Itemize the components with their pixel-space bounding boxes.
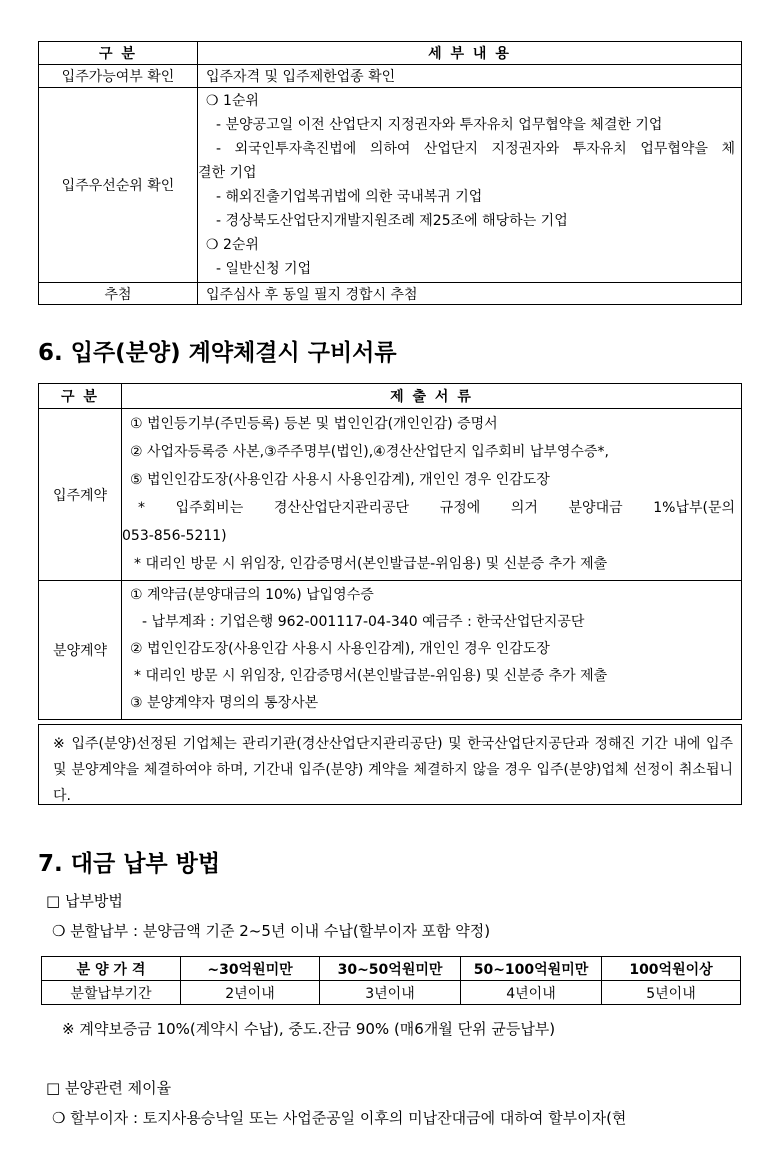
row-content: 입주자격 및 입주제한업종 확인 [198,65,742,88]
row-label: 분할납부기간 [42,981,181,1005]
row-content: 입주심사 후 동일 필지 경합시 추첨 [198,283,742,305]
notice-box [38,724,742,805]
list-item: ⑤ 법인인감도장(사용인감 사용시 사용인감계), 개인인 경우 인감도장 [130,472,550,488]
list-item: * 대리인 방문 시 위임장, 인감증명서(본인발급분-위임용) 및 신분증 추가 제출 [134,668,608,684]
table-row [39,409,742,581]
header-col: 100억원이상 [602,957,741,981]
table-row [39,581,742,720]
list-item: - 해외진출기업복귀법에 의한 국내복귀 기업 [216,189,483,205]
header-category: 구 분 [39,42,198,65]
deposit-note: ※ 계약보증금 10%(계약시 수납), 중도.잔금 90% (매6개월 단위 균등납부) [62,1020,556,1038]
header-price: 분 양 가 격 [42,957,181,981]
list-item: * 입주회비는 경산산업단지관리공단 규정에 의거 분양대금 1%납부(문의 [138,500,735,516]
interest-heading: □ 분양관련 제이율 [46,1079,172,1097]
list-item: - 외국인투자촉진법에 의하여 산업단지 지정권자와 투자유치 업무협약을 체 [216,141,735,157]
document-list [122,409,742,581]
interest-item: ❍ 할부이자 : 토지사용승낙일 또는 사업준공일 이후의 미납잔대금에 대하여 할부이자(현 [52,1109,627,1127]
header-col: ~30억원미만 [181,957,320,981]
document-list [122,581,742,720]
list-item: - 납부계좌 : 기업은행 962-001117-04-340 예금주 : 한국산업단지공단 [142,614,585,630]
header-category: 구 분 [39,384,122,409]
header-documents: 제 출 서 류 [122,384,742,409]
table-cell: 2년이내 [181,981,320,1005]
table-header-row [42,957,741,981]
table-header-row [39,384,742,409]
list-item: * 대리인 방문 시 위임장, 인감증명서(본인발급분-위임용) 및 신분증 추가 제출 [134,556,608,572]
table-row [39,88,742,283]
installment-item: ❍ 분할납부 : 분양금액 기준 2~5년 이내 수납(할부이자 포함 약정) [52,922,491,940]
list-item: 결한 기업 [198,165,257,181]
table-row [42,981,741,1005]
section-6-title: 6. 입주(분양) 계약체결시 구비서류 [38,340,397,366]
table-row [39,283,742,305]
installment-table [41,956,741,1005]
table-cell: 4년이내 [461,981,602,1005]
row-label: 입주우선순위 확인 [39,88,198,283]
section-7-title: 7. 대금 납부 방법 [38,851,221,877]
row-label: 입주가능여부 확인 [39,65,198,88]
notice-text: ※ 입주(분양)선정된 기업체는 관리기관(경산산업단지관리공단) 및 한국산업단지공단과 정해진 기간 내에 입주 및 분양계약을 체결하여야 하며, 기간내 입주(분양) 계약을 체결하지 않을 경우 입주(분양)업체 선정이 취소됩니다. [53,736,733,804]
list-item: ❍ 1순위 [206,93,259,109]
header-col: 30~50억원미만 [320,957,461,981]
list-item: - 경상북도산업단지개발지원조례 제25조에 해당하는 기업 [216,213,568,229]
table-cell: 3년이내 [320,981,461,1005]
table-row [39,65,742,88]
list-item: ❍ 2순위 [206,237,259,253]
list-item: ② 법인인감도장(사용인감 사용시 사용인감계), 개인인 경우 인감도장 [130,641,550,657]
list-item: ③ 분양계약자 명의의 통장사본 [130,695,319,711]
list-item: - 일반신청 기업 [216,261,312,277]
eligibility-table [38,41,742,305]
table-header-row [39,42,742,65]
list-item: - 분양공고일 이전 산업단지 지정권자와 투자유치 업무협약을 체결한 기업 [216,117,663,133]
row-label: 분양계약 [39,581,122,720]
header-col: 50~100억원미만 [461,957,602,981]
list-item: ② 사업자등록증 사본,③주주명부(법인),④경산산업단지 입주회비 납부영수증*, [130,444,609,460]
row-label: 입주계약 [39,409,122,581]
documents-table [38,383,742,720]
payment-method-heading: □ 납부방법 [46,892,123,910]
list-item: ① 계약금(분양대금의 10%) 납입영수증 [130,587,374,603]
table-cell: 5년이내 [602,981,741,1005]
priority-list [198,88,742,283]
header-detail: 세 부 내 용 [198,42,742,65]
list-item: ① 법인등기부(주민등록) 등본 및 법인인감(개인인감) 증명서 [130,416,498,432]
list-item: 053-856-5211) [122,528,227,544]
row-label: 추첨 [39,283,198,305]
